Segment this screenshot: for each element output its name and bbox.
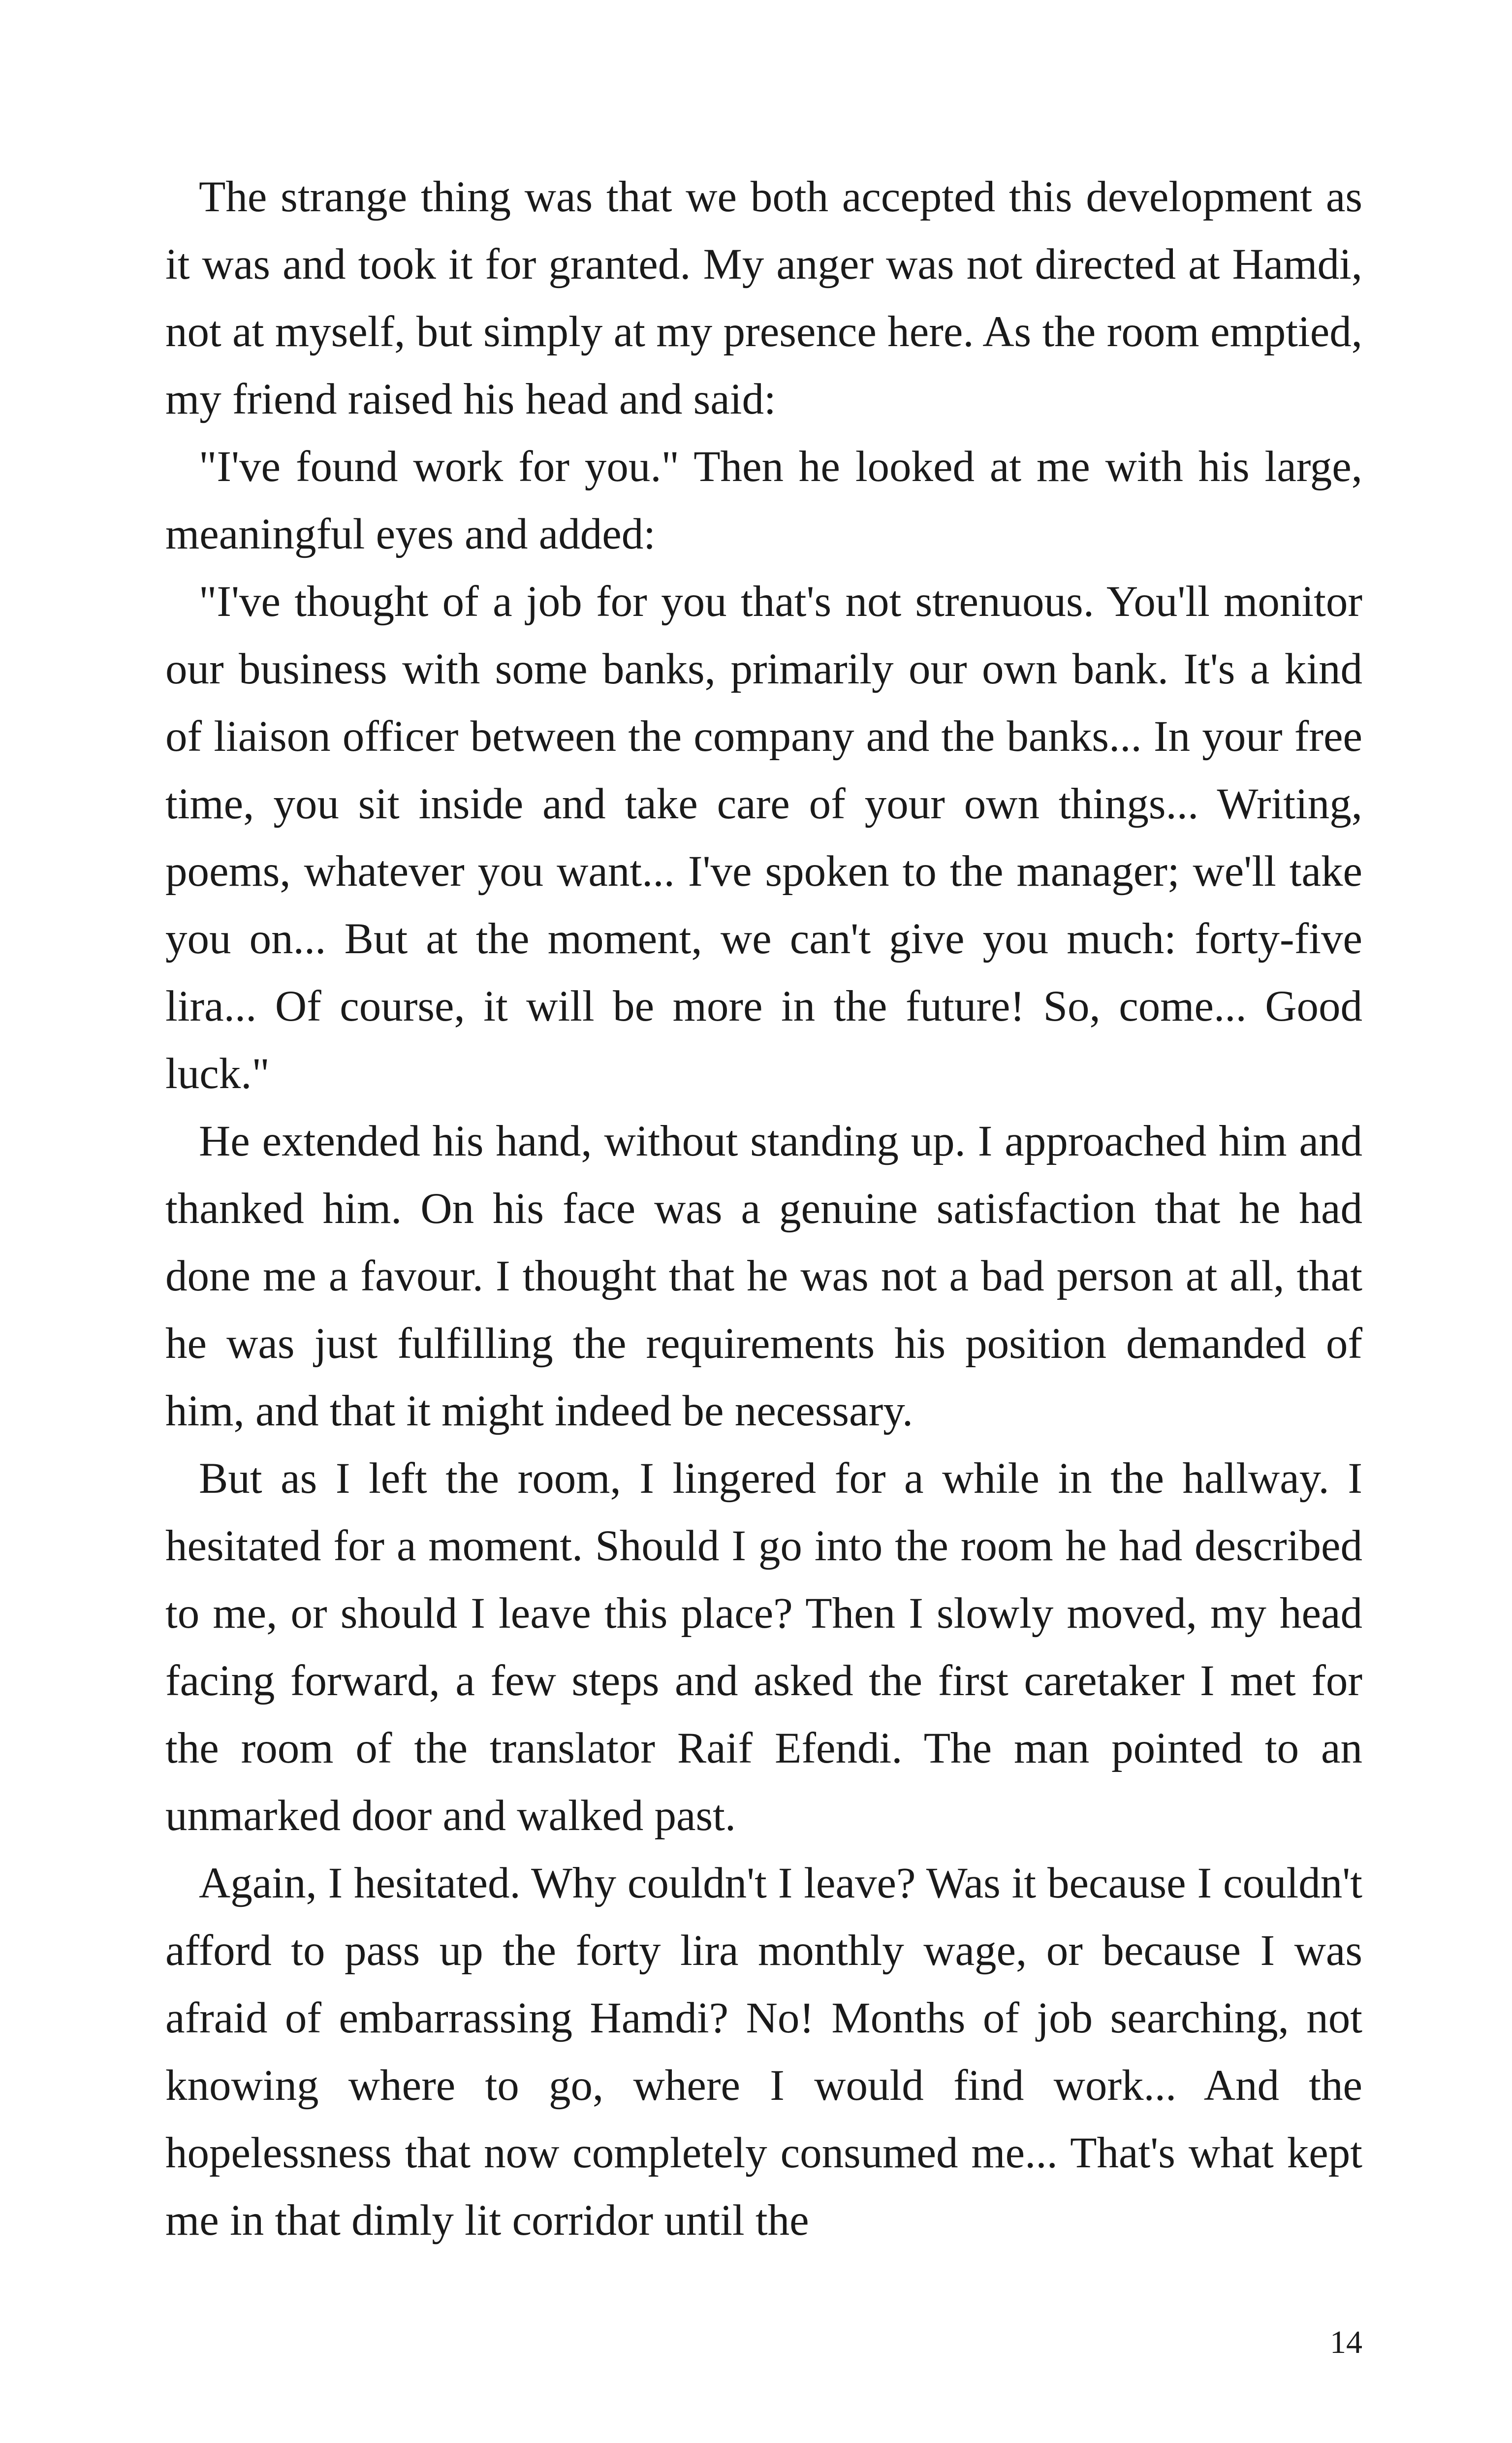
paragraph: The strange thing was that we both accepted this development as it was and took it for granted. My anger was not directed at Hamdi, not at myself, but simply at my presence here. As the room emptied, my friend raised his head and said: — [165, 173, 1362, 423]
paragraph: "I've thought of a job for you that's not strenuous. You'll monitor our business with some banks, primarily our own bank. It's a kind of liaison officer between the company and the banks... In your free time, you sit inside and take care of your own things... Writing, poems, whatever you want... I've spoken to the manager; we'll take you on... But at the moment, we can't give you much: forty-five lira... Of course, it will be more in the future! So, come... Good luck." — [165, 578, 1362, 1098]
paragraph: He extended his hand, without standing up. I approached him and thanked him. On his face was a genuine satisfaction that he had done me a favour. I thought that he was not a bad person at all, that he was just fulfilling the requirements his position demanded of him, and that it might indeed be necessary. — [165, 1117, 1362, 1435]
body-text — [165, 163, 1362, 2254]
page-number: 14 — [1330, 2324, 1362, 2360]
paragraph: "I've found work for you." Then he looked at me with his large, meaningful eyes and added: — [165, 443, 1362, 558]
paragraph: But as I left the room, I lingered for a while in the hallway. I hesitated for a moment. Should I go into the room he had described to me, or should I leave this place? Then I slowly moved, my head facing forward, a few steps and asked the first caretaker I met for the room of the translator Raif Efendi. The man pointed to an unmarked door and walked past. — [165, 1454, 1362, 1840]
paragraph: Again, I hesitated. Why couldn't I leave? Was it because I couldn't afford to pass up the forty lira monthly wage, or because I was afraid of embarrassing Hamdi? No! Months of job searching, not knowing where to go, where I would find work... And the hopelessness that now completely consumed me... That's what kept me in that dimly lit corridor until the — [165, 1859, 1362, 2245]
